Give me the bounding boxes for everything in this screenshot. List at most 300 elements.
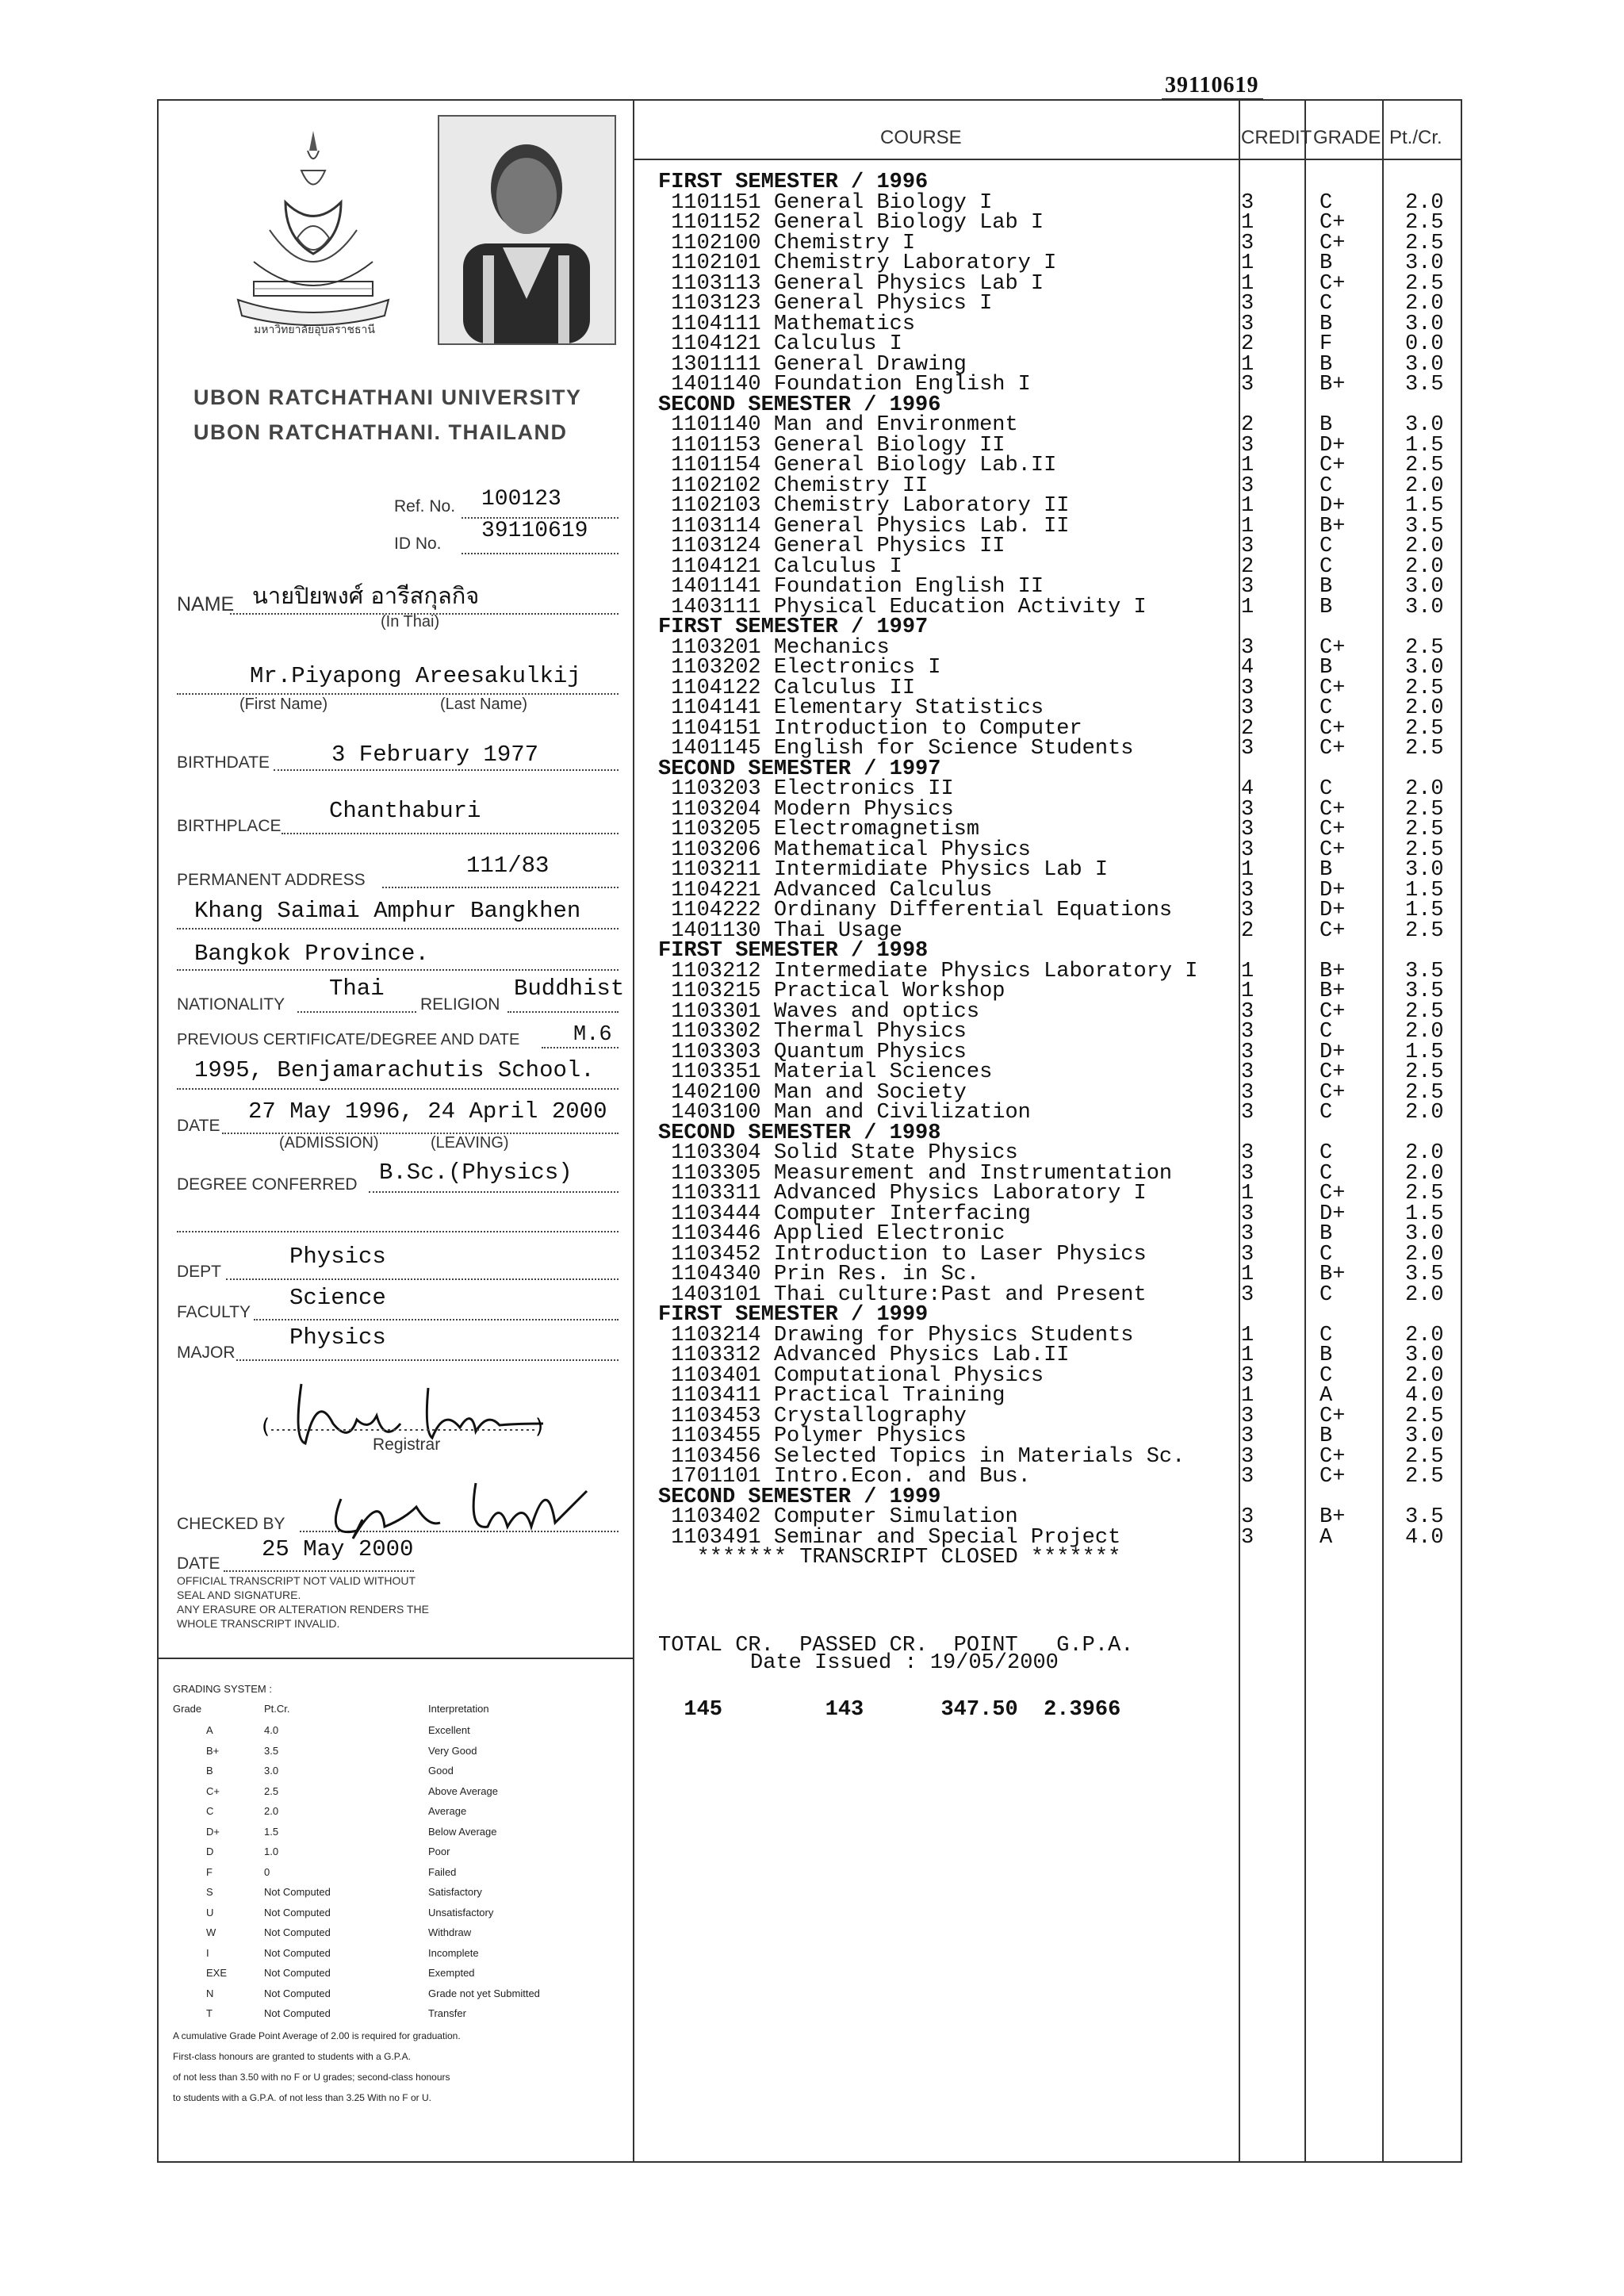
previous-certificate-value: M.6 [573,1023,612,1047]
point-cell: 2.0 [1405,190,1444,215]
grading-interpretation: Below Average [428,1825,497,1838]
grading-interpretation: Good [428,1765,454,1777]
grading-grade: C+ [206,1784,220,1797]
grade-cell: C+ [1320,918,1346,943]
grade-cell: B+ [1320,979,1346,1003]
faculty-line [254,1319,619,1320]
grade-cell: D+ [1320,494,1346,518]
credit-cell: 1 [1241,1384,1254,1408]
grade-cell: B [1320,1222,1333,1246]
grading-grade: D+ [206,1825,220,1838]
name-thai-value: นายปิยพงศ์ อารีสกุลกิจ [252,582,480,609]
totals-values: 145 143 347.50 2.3966 [658,1698,1121,1722]
major-line [236,1359,619,1361]
course-row: 1103311 Advanced Physics Laboratory I [658,1182,1147,1205]
grading-points: Not Computed [264,1967,331,1979]
grade-cell: D+ [1320,899,1346,922]
point-cell: 3.0 [1405,352,1444,377]
semester-heading: SECOND SEMESTER / 1999 [658,1485,941,1509]
grade-cell [1320,1548,1345,1569]
point-cell: 2.0 [1405,292,1444,316]
grade-cell: C+ [1320,838,1346,862]
point-cell: 1.5 [1405,1202,1444,1226]
grading-head-interp: Interpretation [428,1703,489,1715]
point-cell: 3.0 [1405,1424,1444,1448]
course-row: 1103455 Polymer Physics [658,1424,967,1448]
credit-cell: 3 [1241,1141,1254,1165]
credit-cell: 3 [1241,1363,1254,1388]
grade-cell: B [1320,1343,1333,1367]
grading-interpretation: Grade not yet Submitted [428,1987,540,1999]
admission-leaving-dates: 27 May 1996, 24 April 2000 [248,1098,607,1125]
id-no-label: ID No. [394,535,442,553]
grading-grade: EXE [206,1967,228,1979]
point-cell [1405,173,1444,194]
point-cell: 2.5 [1405,1060,1444,1084]
grade-cell: B+ [1320,1505,1346,1529]
course-row: 1403100 Man and Civilization [658,1101,1031,1125]
blank-line [177,1231,619,1232]
grade-cell: C+ [1320,1080,1346,1105]
grading-points: 1.0 [264,1846,279,1857]
credit-cell: 3 [1241,676,1254,700]
course-row: 1103113 General Physics Lab I [658,271,1044,296]
grading-interpretation: Exempted [428,1967,475,1979]
grading-grade: W [206,1926,216,1938]
point-cell: 2.5 [1405,716,1444,741]
grading-note-2: First-class honours are granted to students with a G.P.A. [173,2051,411,2062]
point-cell: 3.0 [1405,858,1444,882]
point-cell: 2.5 [1405,1465,1444,1489]
course-row: 1403111 Physical Education Activity I [658,595,1147,619]
course-row: 1102102 Chemistry II [658,473,929,498]
grade-cell: F [1320,332,1333,356]
name-english-value: Mr.Piyapong Areesakulkij [250,663,581,689]
course-row: 1103214 Drawing for Physics Students [658,1323,1134,1347]
course-row: 1104121 Calculus I [658,554,902,579]
point-cell: 2.5 [1405,1404,1444,1428]
grade-point-divider [1382,99,1384,2163]
grade-cell: C [1320,1363,1333,1388]
grading-head-pt: Pt.Cr. [264,1703,290,1715]
point-cell: 2.5 [1405,676,1444,700]
grade-cell: A [1320,1525,1333,1550]
address-value-3: Bangkok Province. [194,941,429,967]
checked-by-label: CHECKED BY [177,1515,285,1533]
credit-cell [1241,1548,1254,1569]
admission-caption: (ADMISSION) [279,1134,379,1152]
grading-head-grade: Grade [173,1703,202,1715]
course-credit-divider [1239,99,1240,2163]
course-row: 1103211 Intermidiate Physics Lab I [658,858,1109,882]
credit-cell: 1 [1241,251,1254,275]
religion-value: Buddhist [514,976,625,1002]
credit-cell [1241,173,1254,194]
grade-cell: B [1320,352,1333,377]
header-rule [634,159,1462,160]
course-row: 1101152 General Biology Lab I [658,211,1044,235]
grade-header: GRADE [1313,127,1381,148]
faculty-label: FACULTY [177,1303,251,1321]
grade-cell: D+ [1320,433,1346,458]
credit-cell: 3 [1241,190,1254,215]
credit-cell: 3 [1241,535,1254,558]
university-logo [222,127,404,349]
grading-grade: T [206,2007,213,2019]
credit-cell: 3 [1241,1505,1254,1529]
birthdate-line [274,769,619,771]
address-label: PERMANENT ADDRESS [177,871,366,889]
credit-cell: 3 [1241,1080,1254,1105]
previous-certificate-line-2 [177,1088,619,1090]
credit-cell: 3 [1241,635,1254,660]
course-row: 1103203 Electronics II [658,777,954,801]
point-cell: 2.0 [1405,1101,1444,1125]
semester-heading: FIRST SEMESTER / 1999 [658,1303,929,1327]
grade-cell: C [1320,1323,1333,1347]
credit-cell: 2 [1241,554,1254,579]
grade-cell: C [1320,777,1333,801]
point-cell [1405,1305,1444,1326]
student-photo [438,115,616,345]
course-row: 1104340 Prin Res. in Sc. [658,1263,980,1286]
grading-grade: D [206,1846,214,1857]
point-column [1405,173,1444,1569]
semester-heading: FIRST SEMESTER / 1998 [658,939,929,963]
grading-interpretation: Failed [428,1865,457,1878]
course-row: 1103304 Solid State Physics [658,1141,1018,1165]
semester-heading: SECOND SEMESTER / 1997 [658,757,941,781]
grade-cell [1320,941,1345,962]
grade-cell: C+ [1320,211,1346,235]
grade-cell: C+ [1320,1465,1346,1489]
point-cell: 3.5 [1405,1505,1444,1529]
point-cell: 2.0 [1405,1242,1444,1267]
course-row: 1401140 Foundation English I [658,373,1031,397]
course-row: 1401141 Foundation English II [658,575,1044,599]
course-row: 1101151 General Biology I [658,190,993,215]
point-cell: 3.0 [1405,595,1444,619]
university-location: UBON RATCHATHANI. THAILAND [193,420,568,444]
grade-cell [1320,618,1345,638]
course-row: 1101153 General Biology II [658,433,1005,458]
credit-cell: 3 [1241,1202,1254,1226]
grade-cell: C+ [1320,676,1346,700]
point-cell: 4.0 [1405,1384,1444,1408]
grading-interpretation: Transfer [428,2007,466,2019]
grade-cell: C [1320,1141,1333,1165]
nationality-value: Thai [329,976,385,1002]
credit-cell: 1 [1241,959,1254,983]
course-row: 1102101 Chemistry Laboratory I [658,251,1057,275]
course-row: 1101140 Man and Environment [658,413,1018,437]
point-cell: 3.5 [1405,979,1444,1003]
course-row: 1103452 Introduction to Laser Physics [658,1242,1147,1267]
grade-cell: B [1320,595,1333,619]
course-row: 1103305 Measurement and Instrumentation [658,1161,1173,1186]
grade-cell: B+ [1320,373,1346,397]
point-cell: 2.0 [1405,1363,1444,1388]
credit-cell: 3 [1241,1101,1254,1125]
credit-cell: 3 [1241,737,1254,761]
point-cell: 2.0 [1405,1282,1444,1307]
birthplace-label: BIRTHPLACE [177,817,282,835]
credit-cell: 3 [1241,1222,1254,1246]
course-row: 1103401 Computational Physics [658,1363,1044,1388]
credit-cell [1241,941,1254,962]
degree-label: DEGREE CONFERRED [177,1175,358,1194]
grade-cell: C [1320,696,1333,720]
point-cell: 2.5 [1405,918,1444,943]
grade-cell: C+ [1320,999,1346,1024]
previous-certificate-line [542,1047,619,1048]
course-row: 1103302 Thermal Physics [658,1020,967,1044]
grade-column [1320,173,1345,1569]
semester-heading: SECOND SEMESTER / 1996 [658,393,941,417]
course-row: 1104151 Introduction to Computer [658,716,1082,741]
point-cell: 2.5 [1405,231,1444,255]
grade-cell: B+ [1320,1263,1346,1286]
course-row: 1403101 Thai culture:Past and Present [658,1282,1147,1307]
course-row: 1103205 Electromagnetism [658,818,980,841]
credit-cell: 3 [1241,818,1254,841]
grading-points: 3.0 [264,1765,279,1777]
grade-cell: B [1320,312,1333,336]
grading-points: 0 [264,1865,270,1878]
point-cell: 2.0 [1405,696,1444,720]
course-row: 1101154 General Biology Lab.II [658,454,1057,477]
credit-cell: 1 [1241,352,1254,377]
credit-cell: 2 [1241,413,1254,437]
credit-cell: 3 [1241,878,1254,903]
course-row: 1103212 Intermediate Physics Laboratory I [658,959,1198,983]
point-cell: 2.0 [1405,1141,1444,1165]
grading-grade: U [206,1906,214,1918]
credit-cell: 1 [1241,1343,1254,1367]
credit-cell: 4 [1241,656,1254,680]
address-line-3 [177,969,619,971]
point-cell [1405,618,1444,638]
birthdate-label: BIRTHDATE [177,753,270,772]
major-value: Physics [289,1324,386,1351]
document-id: 39110619 [1162,73,1263,100]
credit-cell: 3 [1241,1282,1254,1307]
grading-points: 2.0 [264,1805,279,1817]
date2-value: 25 May 2000 [262,1536,414,1562]
grading-grade: I [206,1946,209,1959]
grading-interpretation: Unsatisfactory [428,1906,494,1918]
credit-cell: 3 [1241,1404,1254,1428]
point-cell: 3.5 [1405,373,1444,397]
grading-note-3: of not less than 3.50 with no F or U grades; second-class honours [173,2072,450,2083]
course-row: 1102100 Chemistry I [658,231,916,255]
name-label: NAME [177,593,235,615]
grade-cell: C [1320,554,1333,579]
credit-cell: 4 [1241,777,1254,801]
grading-grade: S [206,1886,213,1898]
course-row: 1103456 Selected Topics in Materials Sc. [658,1444,1185,1469]
credit-cell: 3 [1241,1444,1254,1469]
course-row: 1401130 Thai Usage [658,918,902,943]
grading-interpretation: Satisfactory [428,1886,482,1898]
grade-cell: C [1320,1020,1333,1044]
grade-cell: C+ [1320,1404,1346,1428]
grade-cell: C [1320,1282,1333,1307]
credit-cell: 2 [1241,332,1254,356]
credit-cell: 2 [1241,918,1254,943]
university-name: UBON RATCHATHANI UNIVERSITY [193,385,582,409]
grading-grade: F [206,1865,213,1878]
point-cell: 2.5 [1405,999,1444,1024]
credit-column [1241,173,1254,1569]
dept-line [226,1278,619,1280]
degree-line [369,1191,619,1193]
point-cell: 2.0 [1405,1020,1444,1044]
course-row: 1104222 Ordinany Differential Equations [658,899,1173,922]
point-cell: 1.5 [1405,433,1444,458]
credit-cell: 1 [1241,271,1254,296]
grade-cell: C [1320,292,1333,316]
grading-title: GRADING SYSTEM : [173,1683,272,1695]
point-cell: 2.5 [1405,818,1444,841]
grade-cell: C+ [1320,271,1346,296]
point-cell: 3.0 [1405,1222,1444,1246]
course-row: 1104111 Mathematics [658,312,916,336]
grade-cell: C+ [1320,1060,1346,1084]
point-cell: 4.0 [1405,1525,1444,1550]
point-cell: 2.0 [1405,1323,1444,1347]
point-cell [1405,941,1444,962]
course-row: 1402100 Man and Society [658,1080,967,1105]
course-row: 1103123 General Physics I [658,292,993,316]
credit-cell: 3 [1241,797,1254,822]
course-row: 1103491 Seminar and Special Project [658,1525,1121,1550]
dept-value: Physics [289,1244,386,1270]
point-cell: 2.5 [1405,737,1444,761]
notice-line-3: ANY ERASURE OR ALTERATION RENDERS THE [177,1603,429,1616]
credit-cell: 3 [1241,1242,1254,1267]
grading-grade: B+ [206,1744,220,1757]
grading-points: Not Computed [264,2007,331,2019]
point-cell: 2.0 [1405,554,1444,579]
id-no-value: 39110619 [481,519,588,543]
credit-cell: 1 [1241,595,1254,619]
grade-cell: B [1320,575,1333,599]
in-thai-caption: (In Thai) [381,613,440,631]
major-label: MAJOR [177,1343,236,1362]
credit-cell: 3 [1241,433,1254,458]
grading-interpretation: Withdraw [428,1926,472,1938]
grade-cell: B [1320,251,1333,275]
course-row: 1103206 Mathematical Physics [658,838,1031,862]
grade-cell: B [1320,1424,1333,1448]
grade-cell: C [1320,473,1333,498]
credit-cell: 1 [1241,1182,1254,1205]
point-cell: 2.0 [1405,777,1444,801]
course-row: ******* TRANSCRIPT CLOSED ******* [658,1546,1121,1570]
course-row: 1103202 Electronics I [658,656,941,680]
grade-cell: B [1320,656,1333,680]
grading-points: Not Computed [264,1946,331,1959]
credit-cell: 1 [1241,494,1254,518]
course-row: 1103114 General Physics Lab. II [658,514,1070,539]
totals-labels: TOTAL CR. PASSED CR. POINT G.P.A. [658,1634,1134,1658]
grading-points: 2.5 [264,1784,279,1797]
course-row: 1104221 Advanced Calculus [658,878,993,903]
credit-cell: 1 [1241,1263,1254,1286]
credit-cell: 1 [1241,211,1254,235]
grading-points: Not Computed [264,1906,331,1918]
point-cell: 3.5 [1405,1263,1444,1286]
credit-cell: 3 [1241,1525,1254,1550]
course-row: 1103444 Computer Interfacing [658,1202,1031,1226]
point-cell: 2.0 [1405,1161,1444,1186]
point-cell: 2.5 [1405,211,1444,235]
point-header: Pt./Cr. [1389,127,1442,148]
last-name-caption: (Last Name) [440,696,528,713]
credit-cell: 3 [1241,1040,1254,1064]
point-cell: 2.5 [1405,1080,1444,1105]
course-row: 1103201 Mechanics [658,635,890,660]
grading-note-4: to students with a G.P.A. of not less than 3.25 With no F or U. [173,2092,431,2103]
grading-grade: B [206,1765,213,1777]
degree-value: B.Sc.(Physics) [379,1159,573,1186]
grade-cell: C+ [1320,454,1346,477]
point-cell: 3.0 [1405,656,1444,680]
point-cell: 3.0 [1405,312,1444,336]
grading-grade: N [206,1987,214,1999]
grade-cell: C [1320,190,1333,215]
credit-cell: 3 [1241,473,1254,498]
english-name-line [177,693,619,695]
course-row: 1103402 Computer Simulation [658,1505,1018,1529]
birthplace-value: Chanthaburi [329,798,481,824]
credit-cell: 3 [1241,1020,1254,1044]
credit-cell: 3 [1241,312,1254,336]
grade-cell: B+ [1320,514,1346,539]
course-header: COURSE [880,127,962,148]
point-cell: 1.5 [1405,899,1444,922]
birthplace-line [282,833,619,834]
grade-cell: C+ [1320,1182,1346,1205]
credit-cell: 1 [1241,454,1254,477]
notice-line-1: OFFICIAL TRANSCRIPT NOT VALID WITHOUT [177,1574,416,1587]
credit-cell: 1 [1241,514,1254,539]
credit-cell [1241,618,1254,638]
religion-label: RELIGION [420,995,500,1014]
id-no-line [462,553,619,554]
grading-grade: C [206,1805,214,1817]
credit-header: CREDIT [1241,127,1312,148]
point-cell: 1.5 [1405,494,1444,518]
religion-line [508,1011,619,1013]
point-cell: 2.5 [1405,838,1444,862]
point-cell: 2.0 [1405,535,1444,558]
grading-points: Not Computed [264,1987,331,1999]
course-row: 1103204 Modern Physics [658,797,954,822]
address-line-1 [382,887,619,888]
grading-points: 3.5 [264,1744,279,1757]
previous-certificate-school: 1995, Benjamarachutis School. [194,1057,595,1083]
grading-interpretation: Incomplete [428,1946,479,1959]
point-cell: 2.5 [1405,635,1444,660]
course-row: 1104121 Calculus I [658,332,902,356]
registrar-caption: Registrar [373,1435,441,1454]
credit-cell: 3 [1241,1465,1254,1489]
grading-note-1: A cumulative Grade Point Average of 2.00 is required for graduation. [173,2030,461,2041]
point-cell: 3.0 [1405,1343,1444,1367]
date2-label: DATE [177,1554,220,1573]
